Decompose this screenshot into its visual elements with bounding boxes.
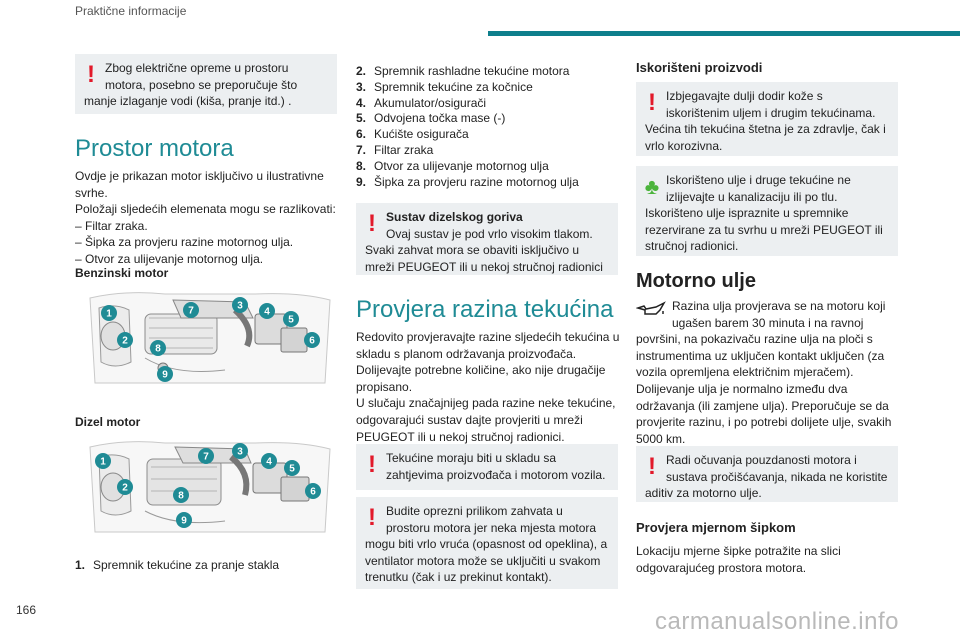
- hot-engine-warning-box: [356, 497, 618, 589]
- page-number: 166: [16, 603, 37, 617]
- list-item-number: 6.: [356, 127, 367, 142]
- list-item-number: 8.: [356, 158, 367, 173]
- list-item: [356, 80, 618, 96]
- callout-6: 6: [309, 335, 315, 347]
- callout-7: 7: [203, 451, 209, 463]
- callout-8: 8: [178, 490, 184, 502]
- dipstick-check-text: Lokaciju mjerne šipke potražite na slici odgovarajućeg prostora motora.: [636, 544, 841, 575]
- list-item: [356, 96, 618, 112]
- oil-additive-warning-box: [636, 446, 898, 502]
- callout-4: 4: [266, 456, 272, 468]
- diesel-warning-box: [356, 203, 618, 275]
- running-header: Praktične informacije: [75, 4, 187, 18]
- list-item-text: Spremnik rashladne tekućine motora: [374, 64, 570, 78]
- exclamation-icon: !: [368, 504, 376, 531]
- list-item-text: Otvor za ulijevanje motornog ulja: [374, 158, 549, 173]
- header-accent-bar: [488, 31, 960, 36]
- list-item: [356, 159, 618, 175]
- list-item: [356, 127, 618, 143]
- component-list: [356, 64, 618, 190]
- intro-line: Položaji sljedećih elemenata mogu se razlikovati:: [75, 202, 336, 217]
- callout-5: 5: [289, 463, 295, 475]
- callout-8: 8: [155, 343, 161, 355]
- oil-can-icon: [636, 300, 666, 318]
- list-item-text: Spremnik tekućine za kočnice: [374, 79, 533, 94]
- hot-engine-warning-text: Budite oprezni prilikom zahvata u prostoru motora jer neka mjesta motora mogu biti vrlo vruća (opasnost od opeklina), a ventilator motora može se uključiti u svakom trenutku (čak i uz prekinut kontakt).: [365, 504, 608, 584]
- list-item: [356, 143, 618, 159]
- callout-2: 2: [122, 482, 128, 494]
- intro-list-item: – Šipka za provjeru razine motornog ulja.: [75, 235, 294, 250]
- engine-bay-intro: [75, 168, 343, 268]
- leaf-icon: ♣: [644, 174, 660, 199]
- callout-3: 3: [237, 446, 243, 458]
- engine-oil-text: Razina ulja provjerava se na motoru koji ugašen barem 30 minuta i na ravnoj površini, na pokazivaču razine ulja na ploči s instrumentima uz uključen kontakt uključen (za vozila opremljena električnim mjeračem). Dolijevanje ulja je normalno između dva održavanja (ili zamjene ulja). Preporučuje se da provjerite razinu, i po potrebi dolijete ulje, svakih 5000 km.: [636, 299, 892, 446]
- list-item-text: Filtar zraka: [374, 142, 434, 157]
- list-item-number: 1.: [75, 558, 86, 572]
- list-item: [356, 64, 618, 80]
- list-item-number: 2.: [356, 64, 367, 78]
- list-item-number: 3.: [356, 79, 367, 94]
- list-item: [356, 111, 618, 127]
- petrol-engine-illustration: [85, 288, 335, 388]
- intro-line: Ovdje je prikazan motor isključivo u ilustrativne svrhe.: [75, 169, 324, 200]
- list-item-number: 4.: [356, 95, 367, 110]
- section-title-fluid-check: Provjera razina tekućina: [356, 296, 614, 323]
- diesel-warning-text: Ovaj sustav je pod vrlo visokim tlakom. Svaki zahvat mora se obaviti isključivo u mreži PEUGEOT ili u nekoj stručnoj radionici: [365, 226, 603, 274]
- list-item: [356, 175, 618, 191]
- callout-6: 6: [310, 486, 316, 498]
- engine-oil-body: [636, 298, 904, 447]
- exclamation-icon: !: [648, 89, 656, 116]
- list-item-number: 7.: [356, 142, 367, 157]
- exclamation-icon: !: [87, 61, 95, 88]
- eco-note-box: [636, 166, 898, 256]
- exclamation-icon: !: [368, 210, 376, 237]
- fluid-check-body: [356, 329, 624, 445]
- body-paragraph: Redovito provjeravajte razine sljedećih tekućina u skladu s planom održavanja proizvođača. Dolijevajte potrebne količine, ako nije drugačije propisano.: [356, 330, 620, 394]
- section-title-engine-bay: Prostor motora: [75, 135, 234, 162]
- list-item-text: Šipka za provjeru razine motornog ulja: [374, 174, 579, 189]
- fluids-spec-warning-box: [356, 444, 618, 490]
- used-products-warning-text: Izbjegavajte dulji dodir kože s iskorištenim uljem i drugim tekućinama. Većina tih tekućina štetna je za zdravlje, čak i vrlo korozivna.: [645, 89, 886, 153]
- callout-1: 1: [100, 456, 106, 468]
- callout-3: 3: [237, 300, 243, 312]
- diesel-engine-label: Dizel motor: [75, 415, 141, 429]
- exclamation-icon: !: [368, 451, 376, 478]
- list-item-text: Odvojena točka mase (-): [374, 111, 506, 126]
- list-item-text: Akumulator/osigurači: [374, 95, 487, 110]
- petrol-engine-label: Benzinski motor: [75, 266, 169, 280]
- exclamation-icon: !: [648, 453, 656, 480]
- callout-9: 9: [181, 515, 187, 527]
- callout-4: 4: [264, 306, 270, 318]
- diesel-engine-illustration: [85, 437, 335, 537]
- intro-list-item: – Filtar zraka.: [75, 218, 148, 233]
- list-item-text: Kućište osigurača: [374, 127, 469, 142]
- callout-7: 7: [188, 305, 194, 317]
- callout-9: 9: [162, 369, 168, 381]
- dipstick-check-title: Provjera mjernom šipkom: [636, 520, 796, 535]
- eco-note-text: Iskorišteno ulje i druge tekućine ne izlijevajte u kanalizaciju ili po tlu. Iskorišteno ulje ispraznite u spremnike rezervirane za tu svrhu u mreži PEUGEOT ili stručnoj radionici.: [645, 173, 883, 253]
- list-item-text: Spremnik tekućine za pranje stakla: [93, 558, 280, 572]
- callout-5: 5: [288, 314, 294, 326]
- list-item-number: 5.: [356, 111, 367, 126]
- fluids-spec-warning-text: Tekućine moraju biti u skladu sa zahtjevima proizvođača i motorom vozila.: [386, 451, 606, 482]
- list-item: [75, 558, 343, 574]
- intro-list-item: – Otvor za ulijevanje motornog ulja.: [75, 251, 264, 266]
- used-products-warning-box: [636, 82, 898, 156]
- electrical-warning-box: [75, 54, 337, 114]
- callout-2: 2: [122, 335, 128, 347]
- diesel-warning-title: Sustav dizelskog goriva: [386, 210, 523, 224]
- list-item-number: 9.: [356, 174, 367, 189]
- callout-1: 1: [106, 308, 112, 320]
- watermark: carmanualsonline.info: [655, 608, 899, 635]
- oil-additive-warning-text: Radi očuvanja pouzdanosti motora i sustava pročišćavanja, nikada ne koristite aditiv za motorno ulje.: [645, 453, 888, 500]
- engine-oil-title: Motorno ulje: [636, 270, 756, 292]
- electrical-warning-text: Zbog električne opreme u prostoru motora, posebno se preporučuje što manje izlaganje vodi (kiša, pranje itd.) .: [84, 61, 298, 108]
- body-paragraph: U slučaju značajnijeg pada razine neke tekućine, odgovarajući sustav dajte provjeriti u mreži PEUGEOT ili u nekoj stručnoj radionici.: [356, 396, 616, 444]
- component-list-start: [75, 558, 343, 574]
- used-products-title: Iskorišteni proizvodi: [636, 60, 763, 75]
